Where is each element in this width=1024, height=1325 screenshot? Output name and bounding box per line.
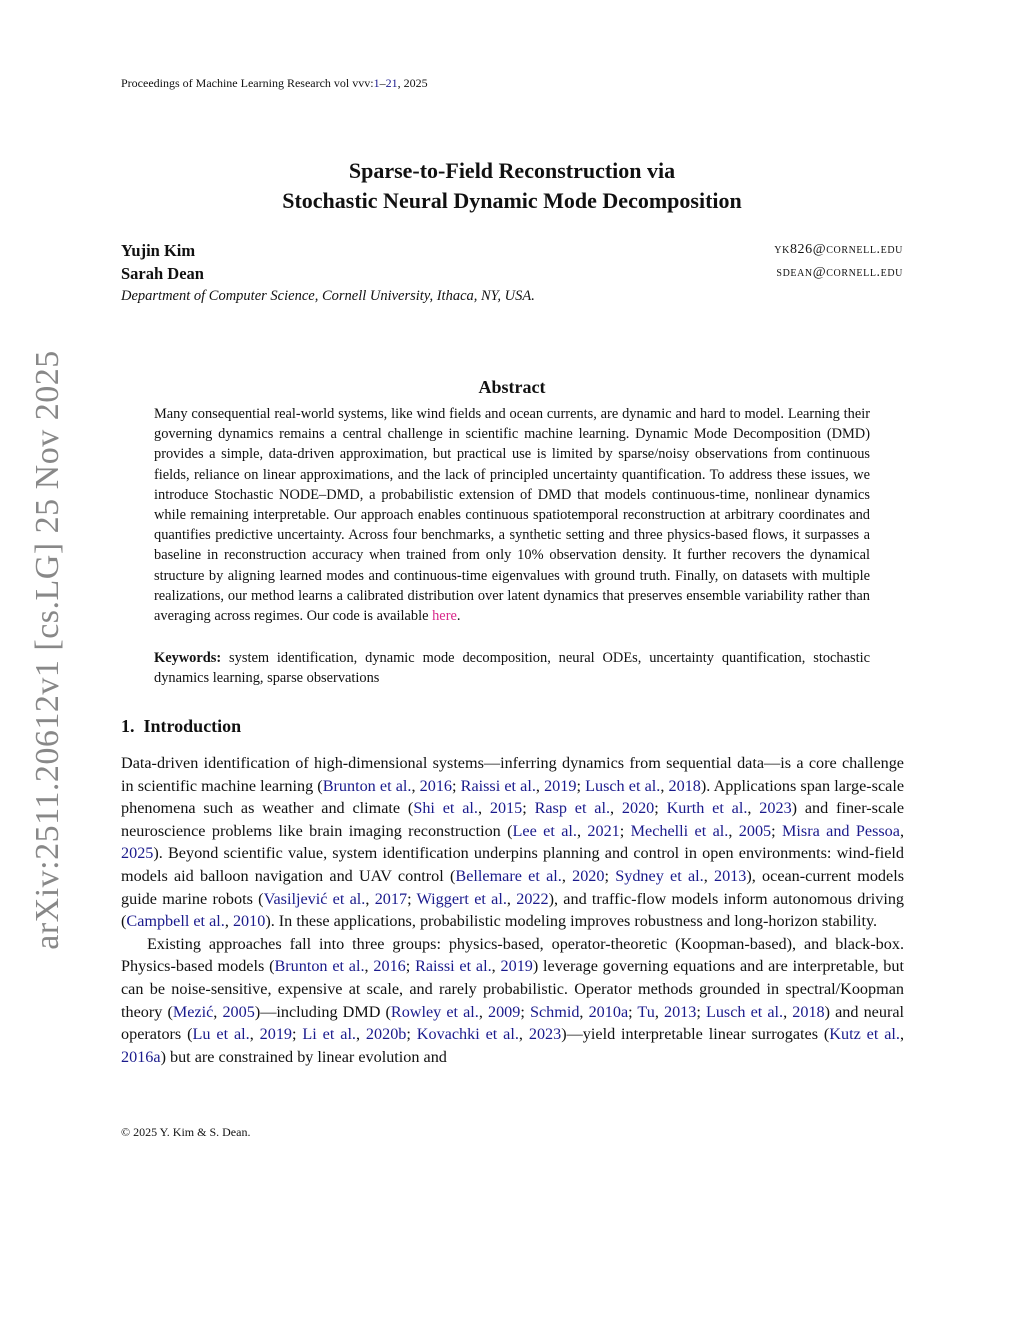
intro-paragraph-1 [121, 752, 904, 933]
citation-link[interactable]: 2013 [713, 866, 747, 885]
code-link[interactable]: here [432, 608, 457, 625]
paragraph-text: , [728, 821, 739, 840]
paragraph-text: , [899, 821, 905, 840]
paragraph-text: , [249, 1025, 260, 1044]
paragraph-text: , [899, 1025, 905, 1044]
paragraph-text: Existing approaches fall into three groups: physics-based, operator-theoretic (Koopman-based), and black-box. Physics-based models ( [121, 934, 904, 976]
intro-paragraph-2 [121, 933, 904, 1069]
paragraph-text: , [561, 866, 573, 885]
citation-link[interactable]: Misra and Pessoa [782, 821, 900, 840]
author-email: sdean@cornell.edu [776, 265, 903, 280]
paragraph-text: ; [522, 799, 535, 818]
paragraph-text: ; [771, 821, 783, 840]
paragraph-text: , [579, 1002, 589, 1021]
section-heading [121, 716, 241, 737]
paragraph-text: , [365, 889, 375, 908]
running-header [121, 76, 428, 91]
citation-link[interactable]: Bellemare et al. [455, 866, 562, 885]
arxiv-sidebar-stamp: arXiv:2511.20612v1 [cs.LG] 25 Nov 2025 [29, 350, 66, 950]
header-dash: – [379, 76, 386, 90]
citation-link[interactable]: 2009 [487, 1002, 521, 1021]
citation-link[interactable]: 2020b [365, 1025, 407, 1044]
abstract-end: . [456, 608, 461, 625]
paragraph-text: ) but are constrained by linear evolution and [160, 1047, 447, 1066]
pages-start-link[interactable]: 1 [373, 76, 380, 90]
citation-link[interactable]: Rowley et al. [390, 1002, 479, 1021]
author-email: yk826@cornell.edu [774, 242, 903, 257]
citation-link[interactable]: 2013 [663, 1002, 697, 1021]
citation-link[interactable]: Li et al. [302, 1025, 356, 1044]
paragraph-text: ) and finer-scale neuroscience problems like brain imaging reconstruction ( [121, 799, 905, 840]
citation-link[interactable]: Lusch et al. [705, 1002, 784, 1021]
section-title: Introduction [143, 716, 242, 736]
paragraph-text: , [506, 889, 517, 908]
citation-link[interactable]: 2005 [222, 1002, 255, 1021]
citation-link[interactable]: Kutz et al. [829, 1025, 900, 1044]
abstract-heading: Abstract [478, 377, 546, 397]
paragraph-text: , [610, 799, 622, 818]
copyright-footer: © 2025 Y. Kim & S. Dean. [121, 1125, 251, 1139]
citation-link[interactable]: 2017 [374, 889, 408, 908]
paragraph-text: , [411, 776, 420, 795]
citation-link[interactable]: Kurth et al. [666, 799, 748, 818]
citation-link[interactable]: 2016 [373, 957, 406, 976]
paragraph-text: ; [576, 776, 586, 795]
paragraph-text: , [783, 1002, 793, 1021]
citation-link[interactable]: Campbell et al. [126, 912, 225, 931]
paragraph-text: , [364, 957, 374, 976]
header-year: , 2025 [397, 76, 428, 90]
header-prefix: Proceedings of Machine Learning Research vol vvv: [121, 76, 374, 90]
paragraph-text: ; [654, 799, 667, 818]
citation-link[interactable]: 2019 [259, 1025, 293, 1044]
paragraph-text: , [224, 912, 233, 931]
paragraph-text: , [747, 799, 760, 818]
citation-link[interactable]: 2020 [572, 866, 605, 885]
citation-link[interactable]: Vasiljević et al. [263, 889, 366, 908]
citation-link[interactable]: 2023 [528, 1025, 562, 1044]
citation-link[interactable]: 2016 [419, 776, 452, 795]
citation-link[interactable]: Tu [637, 1002, 655, 1021]
keywords-text: system identification, dynamic mode decomposition, neural ODEs, uncertainty quantification, stochastic dynamics learning, sparse observations [154, 650, 870, 687]
paragraph-text: , [703, 866, 714, 885]
paragraph-text: ) leverage governing equations and are interpretable, but can be noise-sensitive, expensive at scale, and rarely probabilistic. Operator methods grounded in spectral/Koopman theory ( [121, 957, 904, 1021]
paragraph-text: ; [619, 821, 631, 840]
paragraph-text: ) and neural operators ( [121, 1002, 905, 1044]
paragraph-text: , [660, 776, 669, 795]
paragraph-text: ; [520, 1002, 530, 1021]
paragraph-text: ; [292, 1025, 303, 1044]
citation-link[interactable]: Schmid [529, 1002, 580, 1021]
author-name: Sarah Dean [121, 264, 204, 283]
citation-link[interactable]: 2021 [587, 821, 620, 840]
citation-link[interactable]: Shi et al. [413, 799, 478, 818]
citation-link[interactable]: 2016a [121, 1047, 161, 1066]
citation-link[interactable]: Lusch et al. [585, 776, 661, 795]
paragraph-text: ), and traffic-flow models inform autonomous driving ( [121, 889, 905, 931]
abstract-text: Many consequential real-world systems, like wind fields and ocean currents, are dynamic and hard to model. Learning their governing dynamics remains a central challenge in scientific machine learning. Dynamic Mode Decomposition (DMD) provides a simple, data-driven approximation, but practical use is limited by sparse/noisy observations from continuous fields, reliance on linear approximations, and the lack of principled uncertainty quantification. To address these issues, we introduce Stochastic NODE–DMD, a probabilistic extension of DMD that models continuous-time, nonlinear dynamics while remaining interpretable. Our approach enables continuous spatiotemporal reconstruction at arbitrary coordinates and quantifies predictive uncertainty. Across four benchmarks, a synthetic setting and three physics-based flows, it surpasses a baseline in reconstruction accuracy when trained from only 10% observation density. It further recovers the dynamical structure by aligning learned modes and continuous-time eigenvalues with ground truth. Finally, on datasets with multiple realizations, our method learns a calibrated distribution over latent dynamics that preserves ensemble variability rather than averaging across regimes. Our code is available [154, 406, 870, 625]
paragraph-text: , [478, 1002, 488, 1021]
paragraph-text: ; [407, 889, 417, 908]
citation-link[interactable]: Mezić [172, 1002, 214, 1021]
section-number: 1. [121, 716, 135, 736]
paragraph-text: ; [696, 1002, 706, 1021]
citation-link[interactable]: 2022 [516, 889, 549, 908]
citation-link[interactable]: 2025 [121, 844, 154, 863]
citation-link[interactable]: Kovachki et al. [416, 1025, 519, 1044]
citation-link[interactable]: 2005 [738, 821, 772, 840]
intro-body [121, 752, 904, 1068]
citation-link[interactable]: 2010a [588, 1002, 629, 1021]
paragraph-text: , [213, 1002, 223, 1021]
paragraph-text: , [491, 957, 501, 976]
paragraph-text: ; [452, 776, 461, 795]
citation-link[interactable]: Rasp et al. [534, 799, 610, 818]
citation-link[interactable]: Mechelli et al. [630, 821, 729, 840]
paragraph-text: ). Applications span large-scale phenomena such as weather and climate ( [121, 776, 905, 818]
paragraph-text: , [355, 1025, 366, 1044]
author-name: Yujin Kim [121, 241, 196, 260]
paragraph-text: )—including DMD ( [254, 1002, 391, 1021]
keywords-label: Keywords: [154, 650, 222, 666]
paragraph-text: ; [406, 1025, 417, 1044]
citation-link[interactable]: Raissi et al. [415, 957, 492, 976]
citation-link[interactable]: Sydney et al. [615, 866, 704, 885]
citation-link[interactable]: Brunton et al. [274, 957, 365, 976]
paragraph-text: ). Beyond scientific value, system identification underpins planning and control in open environments: wind-field models aid balloon navigation and UAV control ( [121, 844, 904, 885]
citation-link[interactable]: Brunton et al. [322, 776, 412, 795]
paper-title [0, 156, 1024, 216]
paragraph-text: )—yield interpretable linear surrogates ( [561, 1025, 830, 1044]
citation-link[interactable]: 2018 [792, 1002, 825, 1021]
citation-link[interactable]: 2020 [621, 799, 655, 818]
keywords [154, 648, 870, 688]
paragraph-text: ). In these applications, probabilistic modeling improves robustness and long-horizon stability. [265, 912, 878, 931]
citation-link[interactable]: 2018 [668, 776, 701, 795]
affiliation: Department of Computer Science, Cornell University, Ithaca, NY, USA. [121, 288, 535, 304]
paragraph-text: ; [628, 1002, 638, 1021]
paragraph-text: , [535, 776, 545, 795]
paragraph-text: ; [405, 957, 416, 976]
citation-link[interactable]: 2023 [759, 799, 792, 818]
paragraph-text: , [654, 1002, 664, 1021]
paragraph-text: Data-driven identification of high-dimensional systems—inferring dynamics from sequential data—is a core challenge in scientific machine learning ( [121, 754, 904, 795]
citation-link[interactable]: 2019 [500, 957, 533, 976]
citation-link[interactable]: Lee et al. [512, 821, 577, 840]
citation-link[interactable]: 2015 [489, 799, 523, 818]
paragraph-text: , [477, 799, 490, 818]
abstract-body [154, 404, 870, 626]
citation-link[interactable]: 2010 [232, 912, 266, 931]
paragraph-text: ), ocean-current models guide marine robots ( [121, 866, 905, 908]
citation-link[interactable]: Raissi et al. [460, 776, 536, 795]
title-line-2: Stochastic Neural Dynamic Mode Decomposition [282, 188, 742, 213]
paragraph-text: , [518, 1025, 529, 1044]
citation-link[interactable]: Lu et al. [192, 1025, 250, 1044]
paragraph-text: ; [604, 866, 616, 885]
citation-link[interactable]: Wiggert et al. [416, 889, 507, 908]
pages-end-link[interactable]: 21 [385, 76, 398, 90]
citation-link[interactable]: 2019 [544, 776, 577, 795]
title-line-1: Sparse-to-Field Reconstruction via [348, 158, 676, 183]
paragraph-text: , [576, 821, 588, 840]
